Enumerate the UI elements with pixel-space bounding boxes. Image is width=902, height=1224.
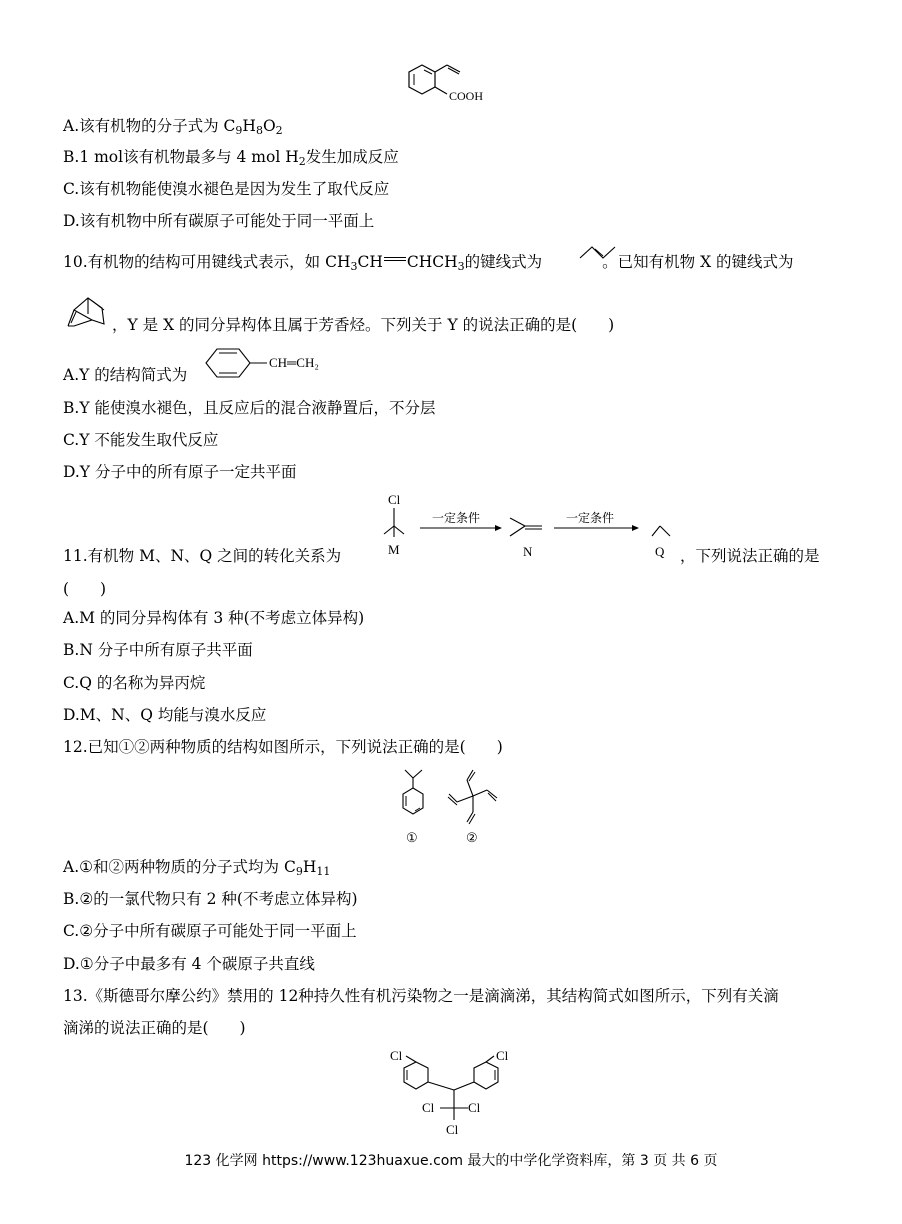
q10-bond-line-figure bbox=[578, 244, 618, 264]
q13-stem: 13.《斯德哥尔摩公约》禁用的 12种持久性有机污染物之一是滴滴涕，其结构简式如图所示，下列有关滴 bbox=[63, 987, 779, 1005]
q13-stem-line2: 滴涕的说法正确的是( ) bbox=[63, 1019, 246, 1037]
q9-structure bbox=[405, 62, 505, 106]
q10-styrene-structure bbox=[205, 345, 355, 381]
ddt-cl-ccl3-left: Cl bbox=[422, 1100, 435, 1115]
ddt-cl-ccl3-right: Cl bbox=[468, 1100, 481, 1115]
q12-stem: 12.已知①②两种物质的结构如图所示，下列说法正确的是( ) bbox=[63, 738, 503, 756]
q10-option-d: D.Y 分子中的所有原子一定共平面 bbox=[63, 463, 297, 481]
cooh-label: COOH bbox=[449, 89, 484, 103]
n-label: N bbox=[523, 544, 533, 559]
q11-option-d: D.M、N、Q 均能与溴水反应 bbox=[63, 706, 267, 724]
q11-scheme bbox=[380, 492, 680, 562]
q12-option-c: C.②分子中所有碳原子可能处于同一平面上 bbox=[63, 922, 357, 940]
ddt-cl-right: Cl bbox=[496, 1048, 509, 1063]
condition-1: 一定条件 bbox=[432, 511, 481, 525]
q11-option-a: A.M 的同分异构体有 3 种(不考虑立体异构) bbox=[63, 609, 365, 627]
label-1: ① bbox=[406, 830, 418, 845]
q11-stem-end: ，下列说法正确的是 bbox=[680, 547, 820, 565]
q11-option-b: B.N 分子中所有原子共平面 bbox=[63, 641, 253, 659]
q10-x-structure bbox=[64, 292, 110, 332]
q12-option-d: D.①分子中最多有 4 个碳原子共直线 bbox=[63, 955, 315, 973]
page-footer: 123 化学网 https://www.123huaxue.com 最大的中学化学资料库，第 3 页 共 6 页 bbox=[184, 1153, 718, 1169]
q12-option-a: A.①和②两种物质的分子式均为 $C_9H_{11}$ bbox=[63, 858, 331, 878]
condition-2: 一定条件 bbox=[566, 511, 615, 525]
label-2: ② bbox=[466, 830, 478, 845]
ddt-cl-ccl3-bottom: Cl bbox=[446, 1122, 459, 1137]
q10-option-b: B.Y 能使溴水褪色，且反应后的混合液静置后，不分层 bbox=[63, 399, 436, 417]
q-label: Q bbox=[655, 544, 665, 559]
q11-stem-line2: ( ) bbox=[63, 580, 107, 598]
m-chlorine-label: Cl bbox=[388, 492, 401, 507]
q9-option-a: A.该有机物的分子式为 $C_9H_8O_2$ bbox=[63, 117, 283, 137]
q10-stem: 10.有机物的结构可用键线式表示，如 $CH_3CH$ $CHCH_3$的键线式为 。已知有机物 X 的键线式为 bbox=[63, 253, 794, 273]
q9-option-d: D.该有机物中所有碳原子可能处于同一平面上 bbox=[63, 212, 375, 230]
q9-option-b: B.1 mol该有机物最多与 4 mol $H_2$发生加成反应 bbox=[63, 148, 399, 168]
q11-stem: 11.有机物 M、N、Q 之间的转化关系为 bbox=[63, 547, 342, 565]
q10-stem-line2: ，Y 是 X 的同分异构体且属于芳香烃。下列关于 Y 的说法正确的是( ) bbox=[112, 316, 615, 334]
q12-option-b: B.②的一氯代物只有 2 种(不考虑立体异构) bbox=[63, 890, 358, 908]
styrene-vinyl-label: CH═CH₂ bbox=[269, 355, 319, 370]
q12-structures bbox=[395, 768, 515, 848]
q9-option-c: C.该有机物能使溴水褪色是因为发生了取代反应 bbox=[63, 180, 390, 198]
ddt-cl-left: Cl bbox=[390, 1048, 403, 1063]
q10-option-c: C.Y 不能发生取代反应 bbox=[63, 431, 219, 449]
m-label: M bbox=[388, 542, 400, 557]
ddt-structure bbox=[388, 1046, 523, 1138]
q11-option-c: C.Q 的名称为异丙烷 bbox=[63, 674, 206, 692]
q10-option-a: A.Y 的结构简式为 bbox=[63, 366, 188, 384]
